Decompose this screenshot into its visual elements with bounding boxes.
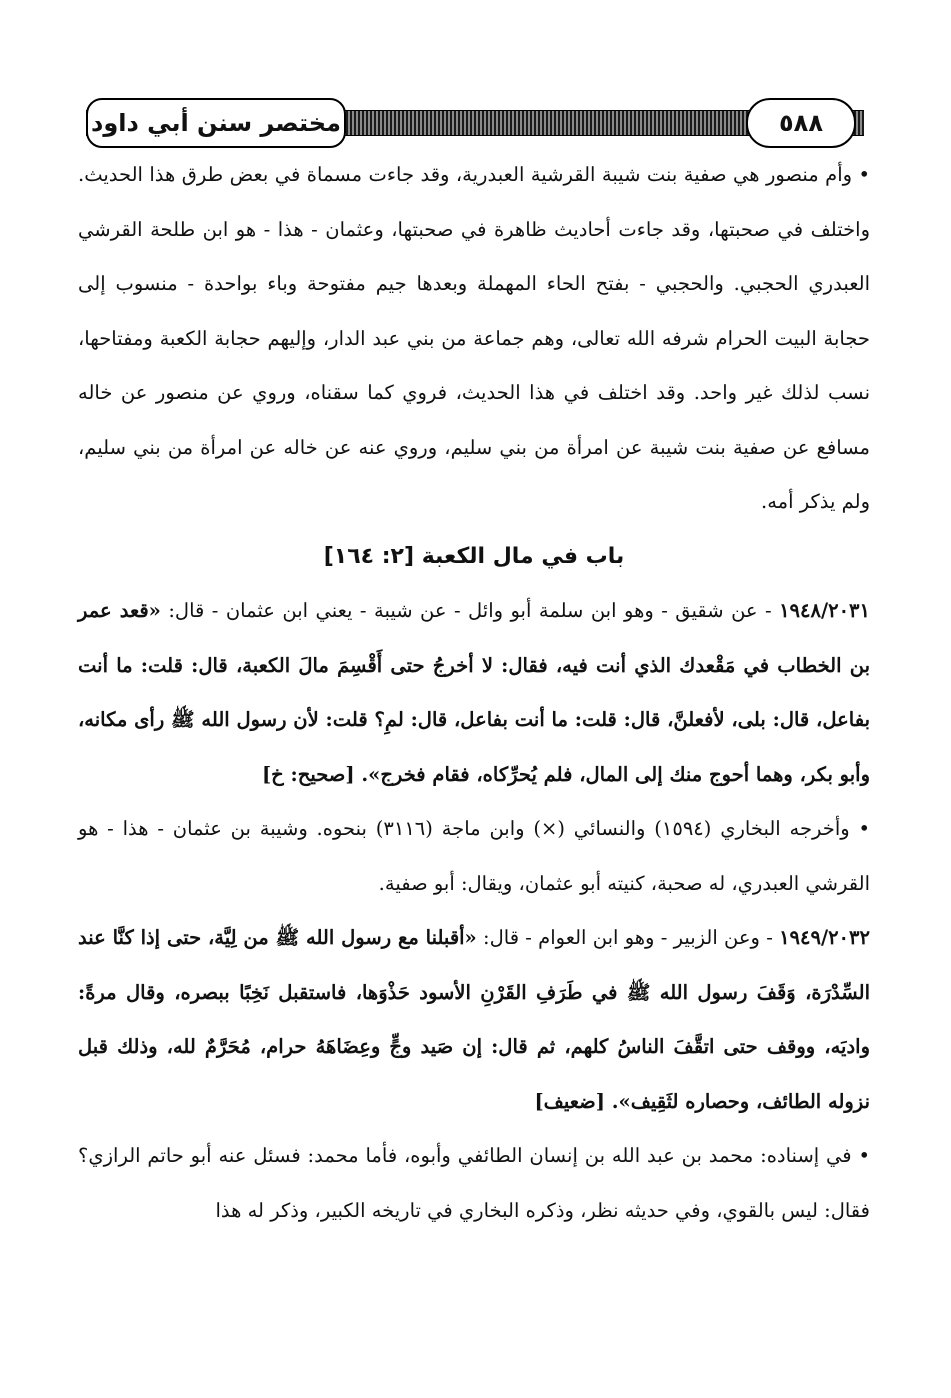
hadith-isnad: - وعن الزبير - وهو ابن العوام - قال:	[476, 926, 780, 949]
commentary-paragraph-2: • وأخرجه البخاري (١٥٩٤) والنسائي (×) وابن ماجة (٣١١٦) بنحوه. وشيبة بن عثمان - هذا - هو القرشي العبدري، له صحبة، كنيته أبو عثمان، ويقال: أبو صفية.	[78, 802, 870, 911]
hadith-isnad: - عن شقيق - وهو ابن سلمة أبو وائل - عن شيبة - يعني ابن عثمان - قال:	[160, 599, 780, 622]
hadith-matn: «أقبلنا مع رسول الله ﷺ من لِيَّة، حتى إذا كنَّا عند السِّدْرَة، وَقَفَ رسول الله ﷺ في طَرَفِ القَرْنِ الأسود حَذْوَها، فاستقبل نَخِبًا ببصره، وقال مرةً: واديَه، ووقف حتى اتقَّفَ الناسُ كلهم، ثم قال: إن صَيد وجٍّ وعِضَاهَهُ حرام، مُحَرَّمٌ لله، وذلك قبل نزوله الطائف، وحصاره لثَقِيف». [ضعيف]	[78, 926, 870, 1113]
page-number: ٥٨٨	[746, 98, 856, 148]
hadith-matn: «قعد عمر بن الخطاب في مَقْعدك الذي أنت فيه، فقال: لا أخرجُ حتى أَقْسِمَ مالَ الكعبة، قال: قلت: ما أنت بفاعل، قال: بلى، لأفعلنَّ، قال: قلت: ما أنت بفاعل، قال: لمِ؟ قلت: لأن رسول الله ﷺ رأى مكانه، وأبو بكر، وهما أحوج منك إلى المال، فلم يُحرِّكاه، فقام فخرج». [صحيح: خ]	[78, 599, 870, 786]
hadith-number: ١٩٤٨/٢٠٣١	[779, 599, 870, 622]
chapter-heading: باب في مال الكعبة [٢: ١٦٤]	[323, 543, 625, 569]
hadith-2031	[78, 584, 870, 802]
book-title: مختصر سنن أبي داود	[86, 98, 346, 148]
hadith-number: ١٩٤٩/٢٠٣٢	[779, 926, 870, 949]
commentary-paragraph-1: • وأم منصور هي صفية بنت شيبة القرشية العبدرية، وقد جاءت مسماة في بعض طرق هذا الحديث. واختلف في صحبتها، وقد جاءت أحاديث ظاهرة في صحبتها، وعثمان - هذا - هو ابن طلحة القرشي العبدري الحجبي. والحجبي - بفتح الحاء المهملة وبعدها جيم مفتوحة وباء بواحدة - منسوب إلى حجابة البيت الحرام شرفه الله تعالى، وهم جماعة من بني عبد الدار، وإليهم حجابة الكعبة ومفتاحها، نسب لذلك غير واحد. وقد اختلف في هذا الحديث، فروي كما سقناه، وروي عن منصور عن خاله مسافع عن صفية بنت شيبة عن امرأة من بني سليم، وروي عنه عن خاله عن امرأة من بني سليم، ولم يذكر أمه.	[78, 148, 870, 530]
commentary-paragraph-3: • في إسناده: محمد بن عبد الله بن إنسان الطائفي وأبوه، فأما محمد: فسئل عنه أبو حاتم الرازي؟ فقال: ليس بالقوي، وفي حديثه نظر، وذكره البخاري في تاريخه الكبير، وذكر له هذا	[78, 1129, 870, 1238]
page-body	[78, 148, 870, 1238]
page-header	[86, 96, 864, 154]
hadith-2032	[78, 911, 870, 1129]
